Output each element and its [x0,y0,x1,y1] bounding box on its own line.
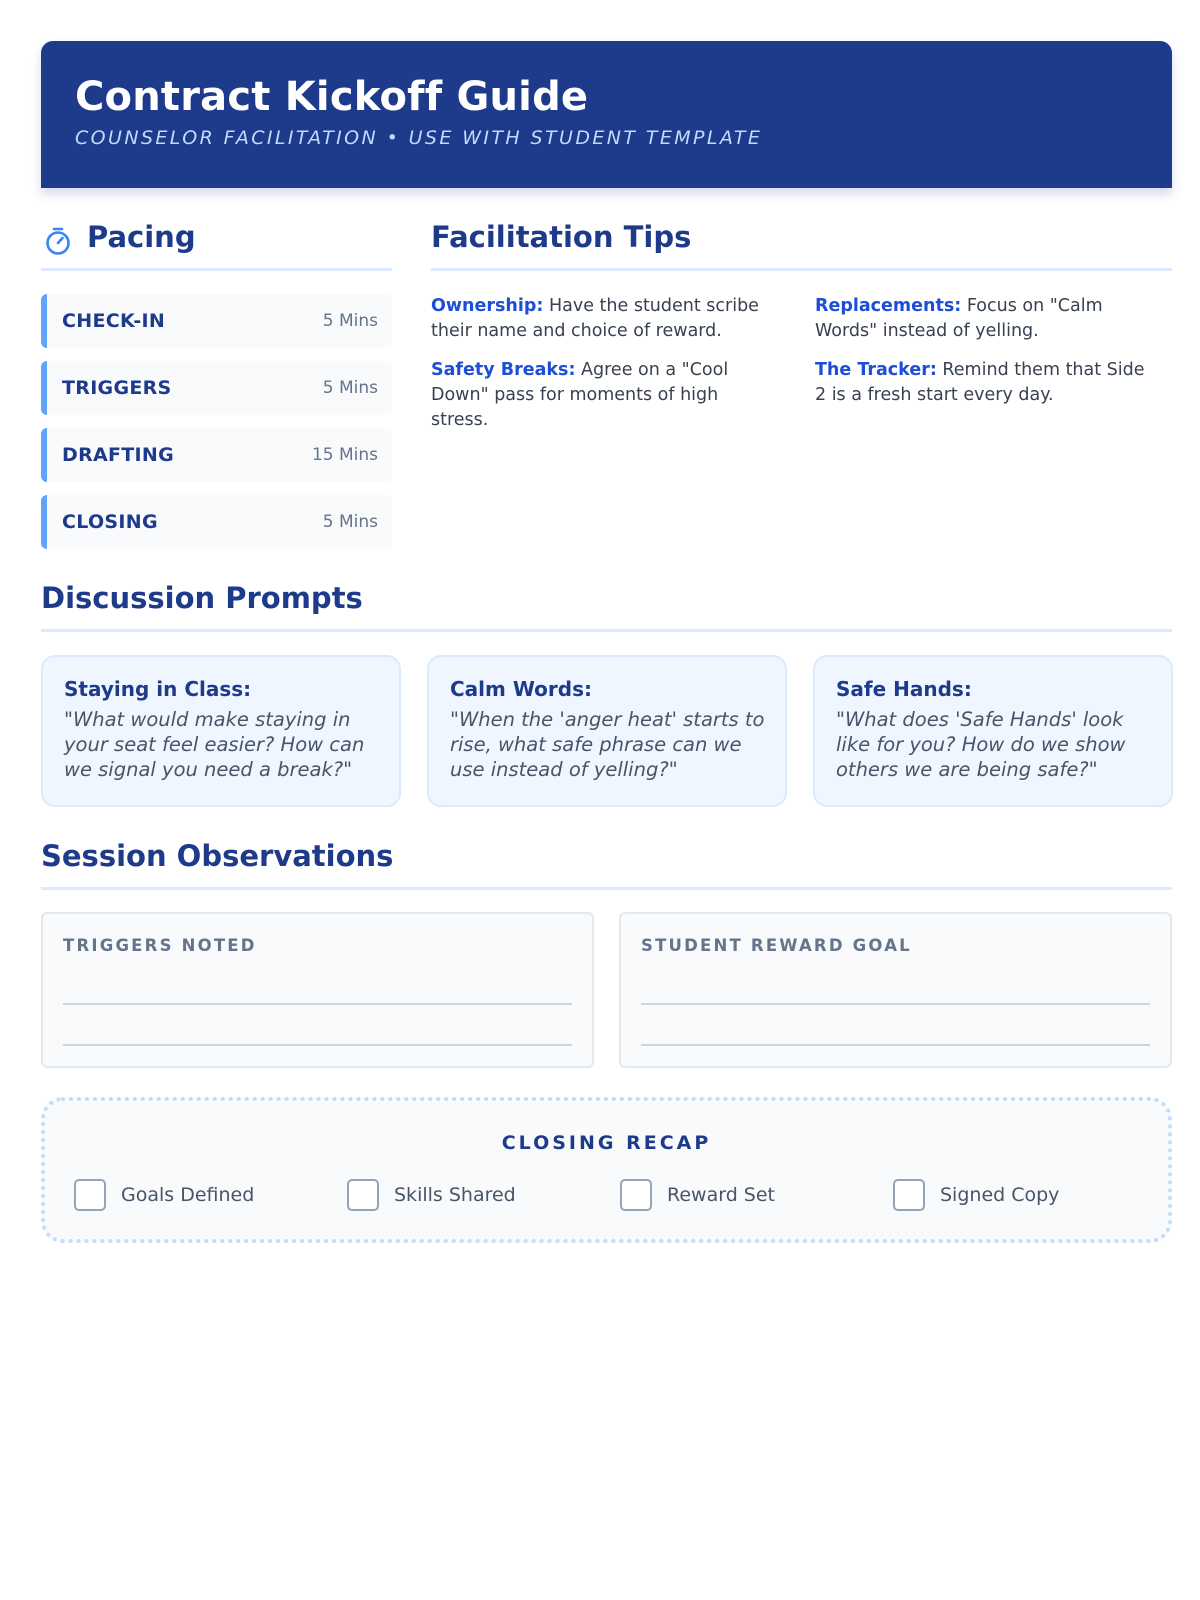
recap-title: CLOSING RECAP [501,1132,712,1154]
tip-key: Ownership: [431,296,544,316]
tip-text: Agree on a "Cool Down" pass for moments of high stress. [431,360,729,430]
writing-line [641,1003,1150,1005]
pacing-item-drafting [41,428,392,482]
recap-item-reward-set[interactable] [620,1179,775,1211]
recap-item-signed-copy[interactable] [893,1179,1059,1211]
recap-item-goals-defined[interactable] [74,1179,254,1211]
checkbox[interactable] [620,1179,652,1211]
prompt-quote: "What would make staying in your seat feel easier? How can we signal you need a break?" [64,708,365,781]
observation-label: STUDENT REWARD GOAL [641,936,912,955]
page-subtitle: COUNSELOR FACILITATION • USE WITH STUDENT TEMPLATE [75,127,763,149]
tip-text: Focus on "Calm Words" instead of yelling. [815,296,1103,341]
pacing-item-time: 15 Mins [311,445,378,465]
pacing-item-time: 5 Mins [322,378,378,398]
writing-line [63,1003,572,1005]
tip-text: Remind them that Side 2 is a fresh start every day. [815,360,1145,405]
prompt-title: Safe Hands: [836,677,972,701]
recap-item-skills-shared[interactable] [347,1179,516,1211]
checkbox-label: Signed Copy [940,1184,1060,1206]
observation-box-triggers[interactable] [41,912,594,1068]
pacing-item-label: CHECK-IN [62,310,166,332]
pacing-item-check-in [41,294,392,348]
checkbox-label: Goals Defined [121,1184,255,1206]
checkbox[interactable] [347,1179,379,1211]
prompt-title: Calm Words: [450,677,593,701]
prompt-title: Staying in Class: [64,677,252,701]
pacing-item-closing [41,495,392,549]
tip-key: Replacements: [815,296,962,316]
writing-line [63,1044,572,1046]
prompts-title: Discussion Prompts [41,581,363,615]
checkbox[interactable] [893,1179,925,1211]
pacing-item-label: DRAFTING [62,444,175,466]
page-header [41,41,1172,188]
prompts-divider [41,629,1172,632]
writing-line [641,1044,1150,1046]
tip-key: The Tracker: [815,360,937,380]
tip-the-tracker [815,358,1155,408]
prompt-card-safe-hands [813,655,1173,807]
observations-divider [41,887,1172,890]
pacing-item-label: TRIGGERS [62,377,172,399]
checkbox[interactable] [74,1179,106,1211]
observation-label: TRIGGERS NOTED [63,936,257,955]
closing-recap [41,1097,1172,1243]
pacing-item-triggers [41,361,392,415]
tips-title: Facilitation Tips [431,220,692,254]
pacing-item-time: 5 Mins [322,512,378,532]
pacing-title: Pacing [87,220,196,254]
tips-divider [431,268,1172,271]
pacing-divider [41,268,392,271]
observations-title: Session Observations [41,839,394,873]
tip-safety-breaks [431,358,771,433]
pacing-item-label: CLOSING [62,511,158,533]
stopwatch-icon [44,226,72,256]
prompt-quote: "When the 'anger heat' starts to rise, what safe phrase can we use instead of yelling?" [450,708,765,781]
tip-ownership [431,294,771,344]
page-title: Contract Kickoff Guide [75,74,589,120]
prompt-card-calm-words [427,655,787,807]
prompt-card-staying-in-class [41,655,401,807]
tip-replacements [815,294,1155,344]
tip-text: Have the student scribe their name and choice of reward. [431,296,759,341]
observation-box-reward-goal[interactable] [619,912,1172,1068]
checkbox-label: Skills Shared [394,1184,516,1206]
prompt-quote: "What does 'Safe Hands' look like for you? How do we show others we are being safe?" [836,708,1126,781]
tip-key: Safety Breaks: [431,360,576,380]
pacing-item-time: 5 Mins [322,311,378,331]
checkbox-label: Reward Set [667,1184,775,1206]
